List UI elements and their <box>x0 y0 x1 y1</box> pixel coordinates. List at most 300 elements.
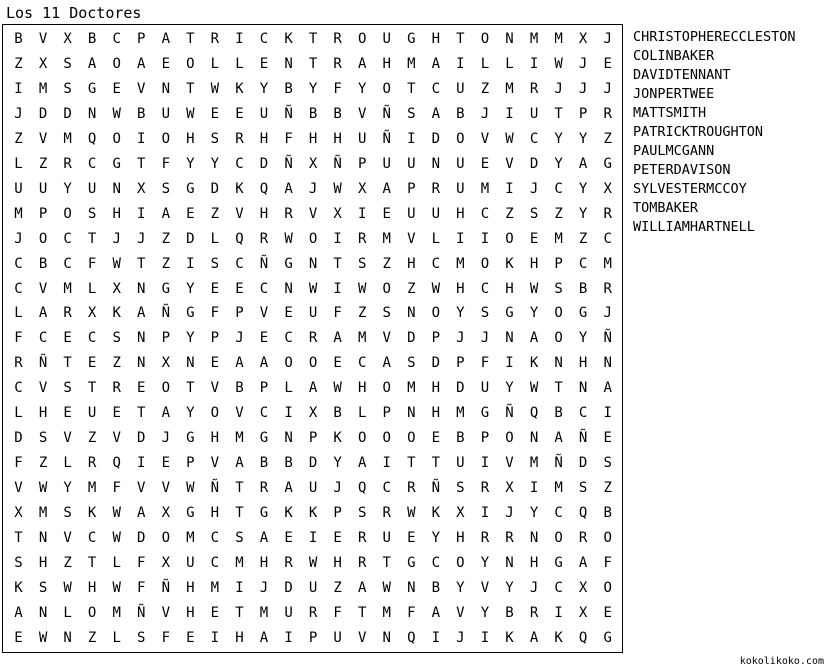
grid-cell[interactable]: U <box>480 380 490 397</box>
grid-cell[interactable]: N <box>431 155 441 172</box>
grid-cell[interactable]: U <box>456 80 465 97</box>
grid-cell[interactable]: P <box>554 255 563 272</box>
grid-cell[interactable]: E <box>210 105 220 122</box>
grid-cell[interactable]: O <box>480 31 490 47</box>
grid-cell[interactable]: J <box>480 105 490 122</box>
grid-cell[interactable]: Y <box>529 505 539 522</box>
grid-cell[interactable]: Y <box>578 130 588 147</box>
grid-cell[interactable]: U <box>259 105 269 122</box>
grid-cell[interactable]: D <box>137 430 146 447</box>
grid-cell[interactable]: Y <box>186 155 195 172</box>
grid-cell[interactable]: I <box>137 130 146 147</box>
grid-cell[interactable]: Z <box>603 480 612 497</box>
grid-cell[interactable]: V <box>357 105 367 122</box>
grid-cell[interactable]: W <box>431 280 441 297</box>
grid-cell[interactable]: M <box>529 455 539 472</box>
grid-cell[interactable]: E <box>603 604 612 621</box>
grid-cell[interactable]: M <box>63 130 72 147</box>
grid-cell[interactable]: A <box>259 629 269 646</box>
grid-cell[interactable]: D <box>529 155 539 172</box>
grid-cell[interactable]: U <box>87 180 97 197</box>
grid-cell[interactable]: E <box>333 530 342 546</box>
grid-cell[interactable]: F <box>407 604 416 621</box>
grid-cell[interactable]: O <box>554 330 563 347</box>
grid-cell[interactable]: I <box>333 280 342 297</box>
grid-cell[interactable]: T <box>137 255 146 272</box>
grid-cell[interactable]: H <box>259 554 269 571</box>
grid-cell[interactable]: C <box>431 554 441 571</box>
grid-cell[interactable]: S <box>357 255 367 272</box>
grid-cell[interactable]: W <box>112 505 121 522</box>
grid-cell[interactable]: G <box>603 629 612 646</box>
grid-cell[interactable]: K <box>235 180 244 197</box>
grid-cell[interactable]: C <box>87 155 97 172</box>
grid-cell[interactable]: S <box>554 280 563 297</box>
grid-cell[interactable]: T <box>137 405 146 422</box>
grid-cell[interactable]: N <box>137 280 146 297</box>
grid-cell[interactable]: D <box>578 455 588 472</box>
grid-cell[interactable]: X <box>578 579 588 596</box>
grid-cell[interactable]: Ñ <box>161 305 171 322</box>
grid-cell[interactable]: E <box>529 230 539 247</box>
grid-cell[interactable]: E <box>284 305 293 322</box>
grid-cell[interactable]: R <box>357 530 367 546</box>
grid-cell[interactable]: G <box>259 505 269 522</box>
grid-cell[interactable]: Z <box>161 255 171 272</box>
grid-cell[interactable]: M <box>505 80 514 97</box>
grid-cell[interactable]: I <box>284 629 293 646</box>
grid-cell[interactable]: I <box>554 604 563 621</box>
grid-cell[interactable]: N <box>112 180 121 197</box>
grid-cell[interactable]: O <box>505 230 514 247</box>
grid-cell[interactable]: J <box>578 55 588 72</box>
grid-cell[interactable]: Y <box>554 130 563 147</box>
grid-cell[interactable]: Z <box>603 130 612 147</box>
grid-cell[interactable]: P <box>578 105 588 122</box>
grid-cell[interactable]: A <box>259 355 269 372</box>
grid-cell[interactable]: I <box>431 629 441 646</box>
grid-cell[interactable]: S <box>235 530 244 546</box>
grid-cell[interactable]: M <box>357 330 367 347</box>
grid-cell[interactable]: K <box>308 505 318 522</box>
grid-cell[interactable]: R <box>529 604 539 621</box>
grid-cell[interactable]: M <box>554 480 563 497</box>
grid-cell[interactable]: E <box>63 330 72 347</box>
grid-cell[interactable]: C <box>554 180 563 197</box>
grid-cell[interactable]: I <box>357 205 367 222</box>
grid-cell[interactable]: B <box>14 31 23 47</box>
grid-cell[interactable]: P <box>259 380 269 397</box>
grid-cell[interactable]: R <box>529 80 539 97</box>
grid-cell[interactable]: H <box>456 280 465 297</box>
grid-cell[interactable]: W <box>529 380 539 397</box>
grid-cell[interactable]: G <box>112 155 121 172</box>
grid-cell[interactable]: A <box>431 604 441 621</box>
grid-cell[interactable]: V <box>382 330 391 347</box>
grid-cell[interactable]: H <box>382 55 391 72</box>
grid-cell[interactable]: J <box>259 579 269 596</box>
grid-cell[interactable]: Q <box>235 230 244 247</box>
grid-cell[interactable]: V <box>112 430 121 447</box>
grid-cell[interactable]: O <box>87 604 97 621</box>
grid-cell[interactable]: T <box>137 155 146 172</box>
grid-cell[interactable]: D <box>186 230 195 247</box>
grid-cell[interactable]: L <box>210 55 220 72</box>
grid-cell[interactable]: F <box>480 355 490 372</box>
grid-cell[interactable]: Y <box>63 480 72 497</box>
grid-cell[interactable]: I <box>407 130 416 147</box>
grid-cell[interactable]: H <box>407 255 416 272</box>
grid-cell[interactable]: E <box>235 280 244 297</box>
grid-cell[interactable]: A <box>529 629 539 646</box>
grid-cell[interactable]: J <box>333 480 342 497</box>
grid-cell[interactable]: U <box>456 155 465 172</box>
grid-cell[interactable]: Ñ <box>161 579 171 596</box>
grid-cell[interactable]: E <box>480 155 490 172</box>
grid-cell[interactable]: D <box>431 130 441 147</box>
grid-cell[interactable]: L <box>505 55 514 72</box>
grid-cell[interactable]: C <box>38 330 48 347</box>
grid-cell[interactable]: E <box>407 530 416 546</box>
grid-cell[interactable]: A <box>284 480 293 497</box>
grid-cell[interactable]: X <box>137 180 146 197</box>
grid-cell[interactable]: T <box>63 355 72 372</box>
grid-cell[interactable]: T <box>87 554 97 571</box>
grid-cell[interactable]: C <box>480 205 490 222</box>
grid-cell[interactable]: R <box>603 280 612 297</box>
grid-cell[interactable]: N <box>529 530 539 546</box>
grid-cell[interactable]: E <box>87 355 97 372</box>
grid-cell[interactable]: P <box>161 330 171 347</box>
grid-cell[interactable]: F <box>137 554 146 571</box>
grid-cell[interactable]: X <box>578 604 588 621</box>
grid-cell[interactable]: F <box>14 455 23 472</box>
grid-cell[interactable]: D <box>431 355 441 372</box>
grid-cell[interactable]: M <box>382 604 391 621</box>
grid-cell[interactable]: J <box>308 180 318 197</box>
grid-cell[interactable]: Z <box>161 230 171 247</box>
grid-cell[interactable]: X <box>14 505 23 522</box>
grid-cell[interactable]: V <box>480 579 490 596</box>
grid-cell[interactable]: K <box>14 579 23 596</box>
grid-cell[interactable]: G <box>407 31 416 47</box>
grid-cell[interactable]: E <box>112 80 121 97</box>
grid-cell[interactable]: V <box>357 629 367 646</box>
grid-cell[interactable]: S <box>161 180 171 197</box>
grid-cell[interactable]: I <box>308 530 318 546</box>
grid-cell[interactable]: M <box>63 280 72 297</box>
grid-cell[interactable]: E <box>210 604 220 621</box>
grid-cell[interactable]: F <box>112 480 121 497</box>
grid-cell[interactable]: K <box>112 305 121 322</box>
grid-cell[interactable]: C <box>603 230 612 247</box>
grid-cell[interactable]: I <box>505 180 514 197</box>
grid-cell[interactable]: E <box>333 355 342 372</box>
grid-cell[interactable]: Y <box>505 380 514 397</box>
grid-cell[interactable]: X <box>308 405 318 422</box>
grid-cell[interactable]: C <box>259 31 269 47</box>
grid-cell[interactable]: O <box>308 230 318 247</box>
grid-cell[interactable]: V <box>210 380 220 397</box>
grid-cell[interactable]: B <box>308 105 318 122</box>
grid-cell[interactable]: W <box>308 554 318 571</box>
grid-cell[interactable]: I <box>186 255 195 272</box>
grid-cell[interactable]: Z <box>407 280 416 297</box>
grid-cell[interactable]: E <box>382 205 391 222</box>
grid-cell[interactable]: V <box>480 130 490 147</box>
grid-cell[interactable]: L <box>87 280 97 297</box>
grid-cell[interactable]: U <box>407 155 416 172</box>
grid-cell[interactable]: Y <box>186 330 195 347</box>
grid-cell[interactable]: A <box>87 55 97 72</box>
grid-cell[interactable]: T <box>456 31 465 47</box>
grid-cell[interactable]: R <box>308 330 318 347</box>
grid-cell[interactable]: X <box>63 31 72 47</box>
grid-cell[interactable]: A <box>603 380 612 397</box>
grid-cell[interactable]: P <box>333 505 342 522</box>
grid-cell[interactable]: F <box>210 305 220 322</box>
grid-cell[interactable]: X <box>578 31 588 47</box>
grid-cell[interactable]: M <box>14 205 23 222</box>
grid-cell[interactable]: W <box>308 280 318 297</box>
grid-cell[interactable]: V <box>308 205 318 222</box>
grid-cell[interactable]: C <box>87 330 97 347</box>
grid-cell[interactable]: Q <box>529 405 539 422</box>
grid-cell[interactable]: K <box>505 629 514 646</box>
grid-cell[interactable]: N <box>554 355 563 372</box>
grid-cell[interactable]: G <box>186 305 195 322</box>
grid-cell[interactable]: I <box>480 455 490 472</box>
grid-cell[interactable]: O <box>284 355 293 372</box>
grid-cell[interactable]: T <box>87 380 97 397</box>
grid-cell[interactable]: M <box>529 31 539 47</box>
grid-cell[interactable]: O <box>357 430 367 447</box>
grid-cell[interactable]: C <box>235 155 244 172</box>
grid-cell[interactable]: D <box>259 155 269 172</box>
grid-cell[interactable]: X <box>357 180 367 197</box>
grid-cell[interactable]: Ñ <box>382 105 391 122</box>
grid-cell[interactable]: P <box>357 155 367 172</box>
grid-cell[interactable]: X <box>38 55 48 72</box>
grid-cell[interactable]: B <box>333 105 342 122</box>
grid-cell[interactable]: D <box>38 105 48 122</box>
grid-cell[interactable]: P <box>308 430 318 447</box>
grid-cell[interactable]: O <box>407 430 416 447</box>
grid-cell[interactable]: T <box>333 255 342 272</box>
grid-cell[interactable]: A <box>357 579 367 596</box>
grid-cell[interactable]: N <box>137 355 146 372</box>
grid-cell[interactable]: R <box>112 380 121 397</box>
grid-cell[interactable]: N <box>603 355 612 372</box>
grid-cell[interactable]: U <box>308 480 318 497</box>
grid-cell[interactable]: C <box>14 280 23 297</box>
grid-cell[interactable]: O <box>456 130 465 147</box>
grid-cell[interactable]: K <box>554 629 563 646</box>
grid-cell[interactable]: O <box>112 55 121 72</box>
grid-cell[interactable]: Ñ <box>578 430 588 447</box>
grid-cell[interactable]: Y <box>480 554 490 571</box>
grid-cell[interactable]: O <box>186 55 195 72</box>
grid-cell[interactable]: A <box>308 380 318 397</box>
grid-cell[interactable]: T <box>235 604 244 621</box>
grid-cell[interactable]: A <box>137 505 146 522</box>
grid-cell[interactable]: V <box>137 80 146 97</box>
grid-cell[interactable]: B <box>578 280 588 297</box>
grid-cell[interactable]: O <box>382 280 391 297</box>
grid-cell[interactable]: J <box>529 579 539 596</box>
grid-cell[interactable]: D <box>407 330 416 347</box>
grid-cell[interactable]: U <box>382 530 391 546</box>
grid-cell[interactable]: V <box>456 604 465 621</box>
grid-cell[interactable]: V <box>38 280 48 297</box>
grid-cell[interactable]: M <box>407 55 416 72</box>
grid-cell[interactable]: W <box>407 505 416 522</box>
grid-cell[interactable]: I <box>480 505 490 522</box>
grid-cell[interactable]: Y <box>259 80 269 97</box>
grid-cell[interactable]: A <box>161 405 171 422</box>
grid-cell[interactable]: K <box>431 505 441 522</box>
grid-cell[interactable]: E <box>210 355 220 372</box>
grid-cell[interactable]: S <box>529 205 539 222</box>
grid-cell[interactable]: S <box>382 305 391 322</box>
grid-cell[interactable]: T <box>235 505 244 522</box>
grid-cell[interactable]: B <box>284 80 293 97</box>
grid-cell[interactable]: R <box>14 355 23 372</box>
grid-cell[interactable]: C <box>259 280 269 297</box>
grid-cell[interactable]: U <box>357 130 367 147</box>
grid-cell[interactable]: N <box>407 405 416 422</box>
grid-cell[interactable]: B <box>505 604 514 621</box>
grid-cell[interactable]: D <box>137 530 146 546</box>
grid-cell[interactable]: B <box>456 105 465 122</box>
grid-cell[interactable]: N <box>38 604 48 621</box>
grid-cell[interactable]: L <box>63 455 72 472</box>
grid-cell[interactable]: C <box>63 230 72 247</box>
grid-cell[interactable]: H <box>431 380 441 397</box>
grid-cell[interactable]: L <box>14 305 23 322</box>
grid-cell[interactable]: I <box>480 629 490 646</box>
grid-cell[interactable]: J <box>554 80 563 97</box>
grid-cell[interactable]: P <box>382 405 391 422</box>
grid-cell[interactable]: R <box>480 530 490 546</box>
grid-cell[interactable]: O <box>382 380 391 397</box>
grid-cell[interactable]: N <box>578 380 588 397</box>
grid-cell[interactable]: A <box>529 330 539 347</box>
grid-cell[interactable]: Y <box>63 180 72 197</box>
grid-cell[interactable]: R <box>603 105 612 122</box>
grid-cell[interactable]: F <box>603 554 612 571</box>
grid-cell[interactable]: Y <box>578 330 588 347</box>
grid-cell[interactable]: G <box>554 554 563 571</box>
grid-cell[interactable]: M <box>407 380 416 397</box>
grid-cell[interactable]: E <box>431 430 441 447</box>
grid-cell[interactable]: L <box>14 155 23 172</box>
grid-cell[interactable]: P <box>431 330 441 347</box>
grid-cell[interactable]: N <box>382 629 391 646</box>
grid-cell[interactable]: H <box>529 554 539 571</box>
grid-cell[interactable]: F <box>14 330 23 347</box>
grid-cell[interactable]: Q <box>407 629 416 646</box>
grid-cell[interactable]: C <box>578 405 588 422</box>
grid-cell[interactable]: W <box>210 80 220 97</box>
grid-cell[interactable]: E <box>603 55 612 72</box>
grid-cell[interactable]: X <box>112 280 121 297</box>
grid-cell[interactable]: W <box>382 579 391 596</box>
grid-cell[interactable]: N <box>186 355 195 372</box>
grid-cell[interactable]: I <box>235 31 244 47</box>
grid-cell[interactable]: Z <box>14 130 23 147</box>
grid-cell[interactable]: H <box>578 355 588 372</box>
grid-cell[interactable]: X <box>87 305 97 322</box>
grid-cell[interactable]: H <box>529 255 539 272</box>
grid-cell[interactable]: H <box>210 430 220 447</box>
grid-cell[interactable]: Y <box>456 305 465 322</box>
grid-cell[interactable]: S <box>603 455 612 472</box>
grid-cell[interactable]: H <box>38 554 48 571</box>
grid-cell[interactable]: T <box>382 554 391 571</box>
grid-cell[interactable]: X <box>505 480 514 497</box>
grid-cell[interactable]: G <box>259 430 269 447</box>
grid-cell[interactable]: H <box>456 205 465 222</box>
grid-cell[interactable]: Ñ <box>38 355 48 372</box>
grid-cell[interactable]: B <box>603 505 612 522</box>
grid-cell[interactable]: G <box>161 280 171 297</box>
grid-cell[interactable]: E <box>112 405 121 422</box>
grid-cell[interactable]: E <box>137 380 146 397</box>
grid-cell[interactable]: F <box>284 130 293 147</box>
grid-cell[interactable]: E <box>284 530 293 546</box>
grid-cell[interactable]: C <box>235 255 244 272</box>
grid-cell[interactable]: U <box>308 305 318 322</box>
grid-cell[interactable]: Z <box>38 455 48 472</box>
grid-cell[interactable]: J <box>480 330 490 347</box>
grid-cell[interactable]: E <box>235 105 244 122</box>
grid-cell[interactable]: T <box>407 455 416 472</box>
grid-cell[interactable]: N <box>529 430 539 447</box>
grid-cell[interactable]: U <box>333 629 342 646</box>
grid-cell[interactable]: L <box>480 55 490 72</box>
grid-cell[interactable]: W <box>505 130 514 147</box>
grid-cell[interactable]: D <box>308 455 318 472</box>
grid-cell[interactable]: S <box>63 380 72 397</box>
grid-cell[interactable]: L <box>357 405 367 422</box>
grid-cell[interactable]: K <box>284 505 293 522</box>
grid-cell[interactable]: B <box>284 455 293 472</box>
grid-cell[interactable]: T <box>357 604 367 621</box>
grid-cell[interactable]: S <box>63 80 72 97</box>
grid-cell[interactable]: H <box>235 629 244 646</box>
grid-cell[interactable]: J <box>603 80 612 97</box>
grid-cell[interactable]: Y <box>308 80 318 97</box>
grid-cell[interactable]: Z <box>87 629 97 646</box>
grid-cell[interactable]: I <box>210 629 220 646</box>
grid-cell[interactable]: A <box>235 455 244 472</box>
letter-grid[interactable] <box>2 24 623 653</box>
grid-cell[interactable]: L <box>210 230 220 247</box>
grid-cell[interactable]: B <box>235 380 244 397</box>
grid-cell[interactable]: B <box>38 255 48 272</box>
grid-cell[interactable]: F <box>161 629 171 646</box>
grid-cell[interactable]: D <box>63 105 72 122</box>
grid-cell[interactable]: G <box>505 305 514 322</box>
grid-cell[interactable]: H <box>505 280 514 297</box>
grid-cell[interactable]: R <box>505 530 514 546</box>
grid-cell[interactable]: O <box>382 430 391 447</box>
grid-cell[interactable]: N <box>308 255 318 272</box>
grid-cell[interactable]: V <box>38 380 48 397</box>
grid-cell[interactable]: Ñ <box>431 480 441 497</box>
grid-cell[interactable]: V <box>137 480 146 497</box>
